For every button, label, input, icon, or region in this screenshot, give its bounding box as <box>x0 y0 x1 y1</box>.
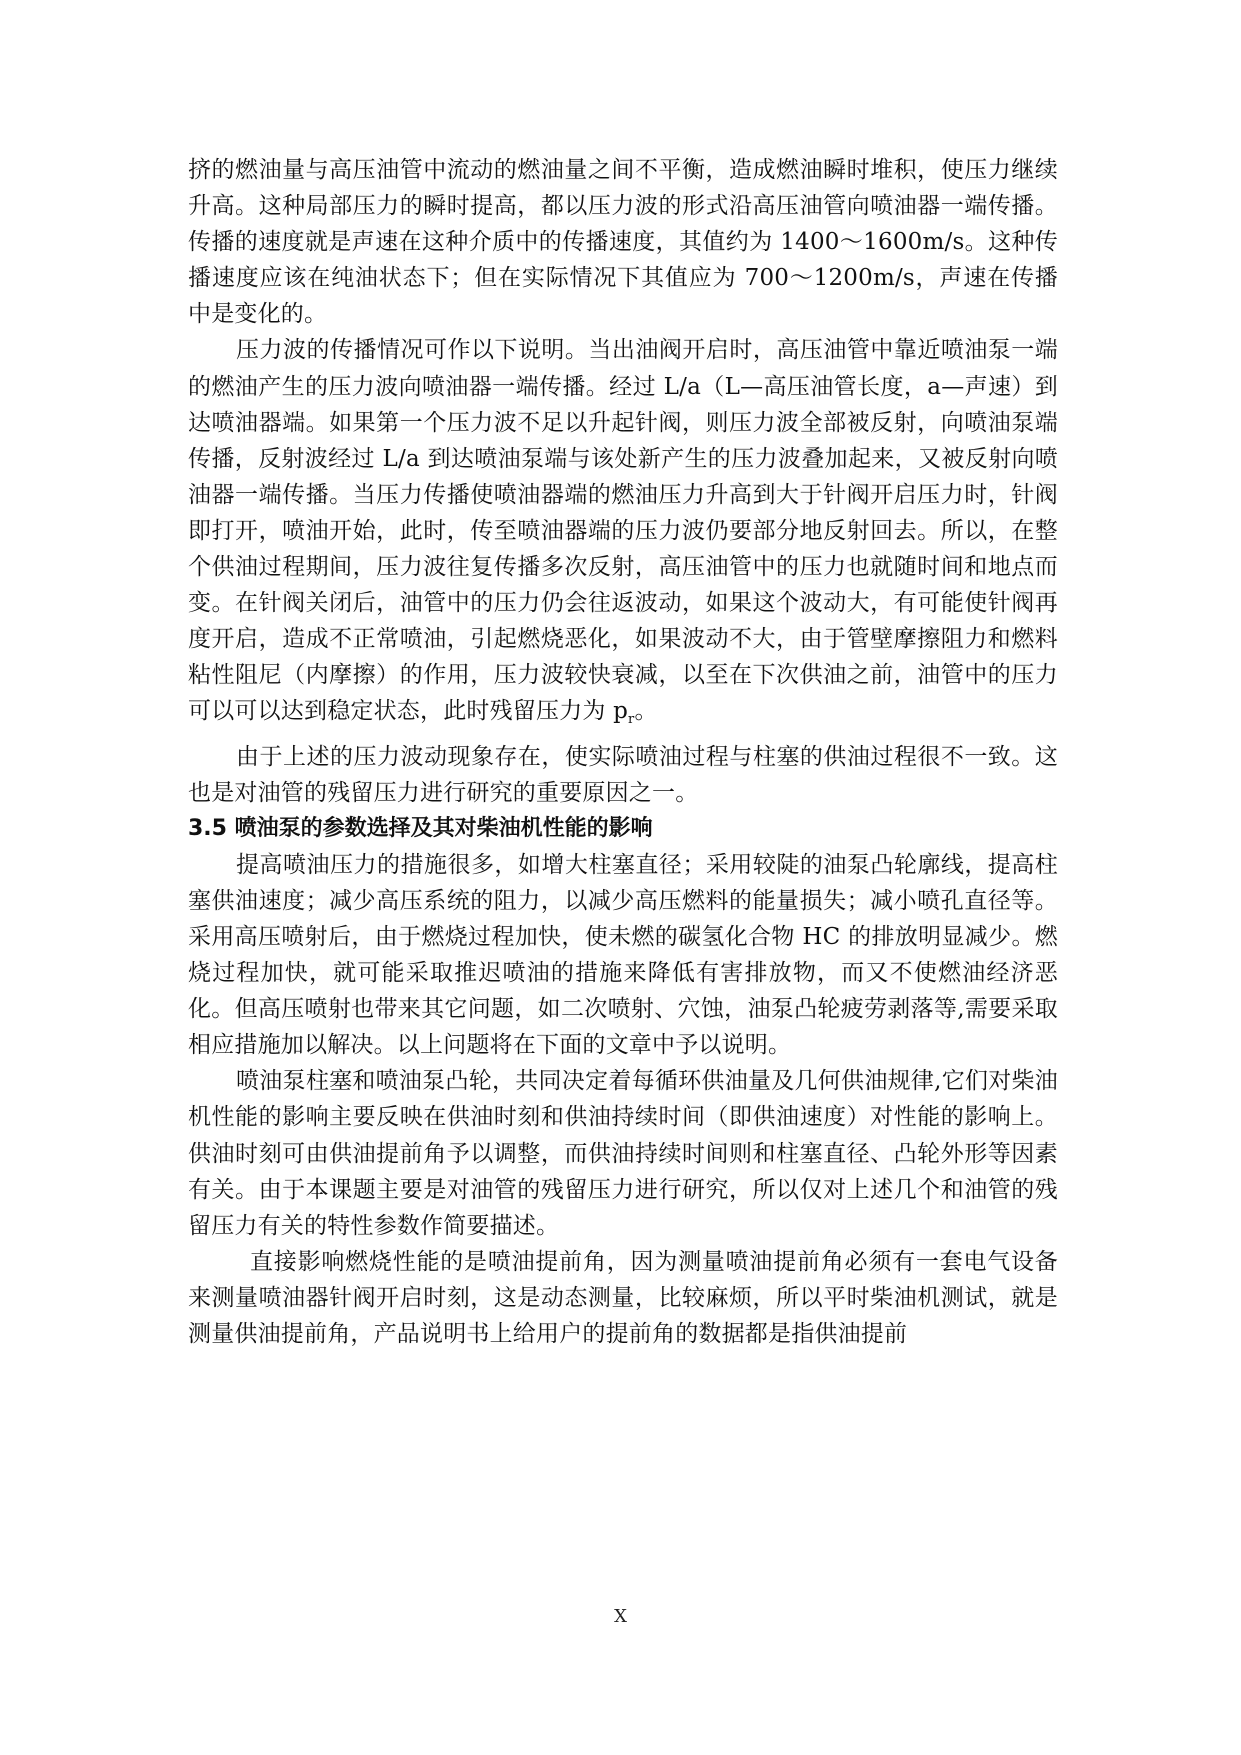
page-number: X <box>614 1606 627 1627</box>
paragraph-wave-propagation-speed: 挤的燃油量与高压油管中流动的燃油量之间不平衡，造成燃油瞬时堆积，使压力继续升高。这种局部压力的瞬时提高，都以压力波的形式沿高压油管向喷油器一端传播。 传播的速度就是声速在这种介质中的传播速度，其值约为 1400～1600m/s。这种传播速度应该在纯油状态下；但在实际情况下其值应为 700～1200m/s，声速在传播中是变化的。 <box>188 157 1058 328</box>
paragraph-plunger-cam: 喷油泵柱塞和喷油泵凸轮，共同决定着每循环供油量及几何供油规律,它们对柴油机性能的影响主要反映在供油时刻和供油持续时间（即供油速度）对性能的影响上。供油时刻可由供油提前角予以调整，而供油持续时间则和柱塞直径、凸轮外形等因素有关。由于本课题主要是对油管的残留压力进行研究，所以仅对上述几个和油管的残留压力有关的特性参数作简要描述。 <box>188 1068 1058 1239</box>
paragraph-wave-propagation-process <box>188 332 1058 738</box>
paragraph-injection-pressure: 提高喷油压力的措施很多，如增大柱塞直径；采用较陡的油泵凸轮廓线，提高柱塞供油速度；减少高压系统的阻力，以减少高压燃料的能量损失；减小喷孔直径等。采用高压喷射后，由于燃烧过程加快，使未燃的碳氢化合物 HC 的排放明显减少。燃烧过程加快，就可能采取推迟喷油的措施来降低有害排放物，而又不使燃油经济恶化。但高压喷射也带来其它问题，如二次喷射、穴蚀，油泵凸轮疲劳剥落等,需要采取相应措施加以解决。以上问题将在下面的文章中予以说明。 <box>188 851 1058 1059</box>
paragraph-advance-angle: 直接影响燃烧性能的是喷油提前角，因为测量喷油提前角必须有一套电气设备来测量喷油器针阀开启时刻，这是动态测量，比较麻烦，所以平时柴油机测试，就是测量供油提前角，产品说明书上给用户的提前角的数据都是指供油提前 <box>188 1248 1058 1347</box>
paragraph-end-punct: 。 <box>634 698 658 725</box>
paragraph-wave-consequence: 由于上述的压力波动现象存在，使实际喷油过程与柱塞的供油过程很不一致。这也是对油管的残留压力进行研究的重要原因之一。 <box>188 743 1058 806</box>
subscript-r: r <box>628 712 635 728</box>
page-body <box>188 152 1058 1352</box>
section-heading-3-5: 3.5 喷油泵的参数选择及其对柴油机性能的影响 <box>188 815 653 841</box>
paragraph-text: 压力波的传播情况可作以下说明。当出油阀开启时，高压油管中靠近喷油泵一端的燃油产生的压力波向喷油器一端传播。经过 L/a（L—高压油管长度，a—声速）到达喷油器端。如果第一个压力波不足以升起针阀，则压力波全部被反射，向喷油泵端传播，反射波经过 L/a 到达喷油泵端与该处新产生的压力波叠加起来，又被反射向喷油器一端传播。当压力传播使喷油器端的燃油压力升高到大于针阀开启压力时，针阀即打开，喷油开始，此时，传至喷油器端的压力波仍要部分地反射回去。所以，在整个供油过程期间，压力波往复传播多次反射，高压油管中的压力也就随时间和地点而变。在针阀关闭后，油管中的压力仍会往返波动，如果这个波动大，有可能使针阀再度开启，造成不正常喷油，引起燃烧恶化，如果波动不大，由于管壁摩擦阻力和燃料粘性阻尼（内摩擦）的作用，压力波较快衰减，以至在下次供油之前，油管中的压力可以可以达到稳定状态，此时残留压力为 p <box>188 337 1058 725</box>
